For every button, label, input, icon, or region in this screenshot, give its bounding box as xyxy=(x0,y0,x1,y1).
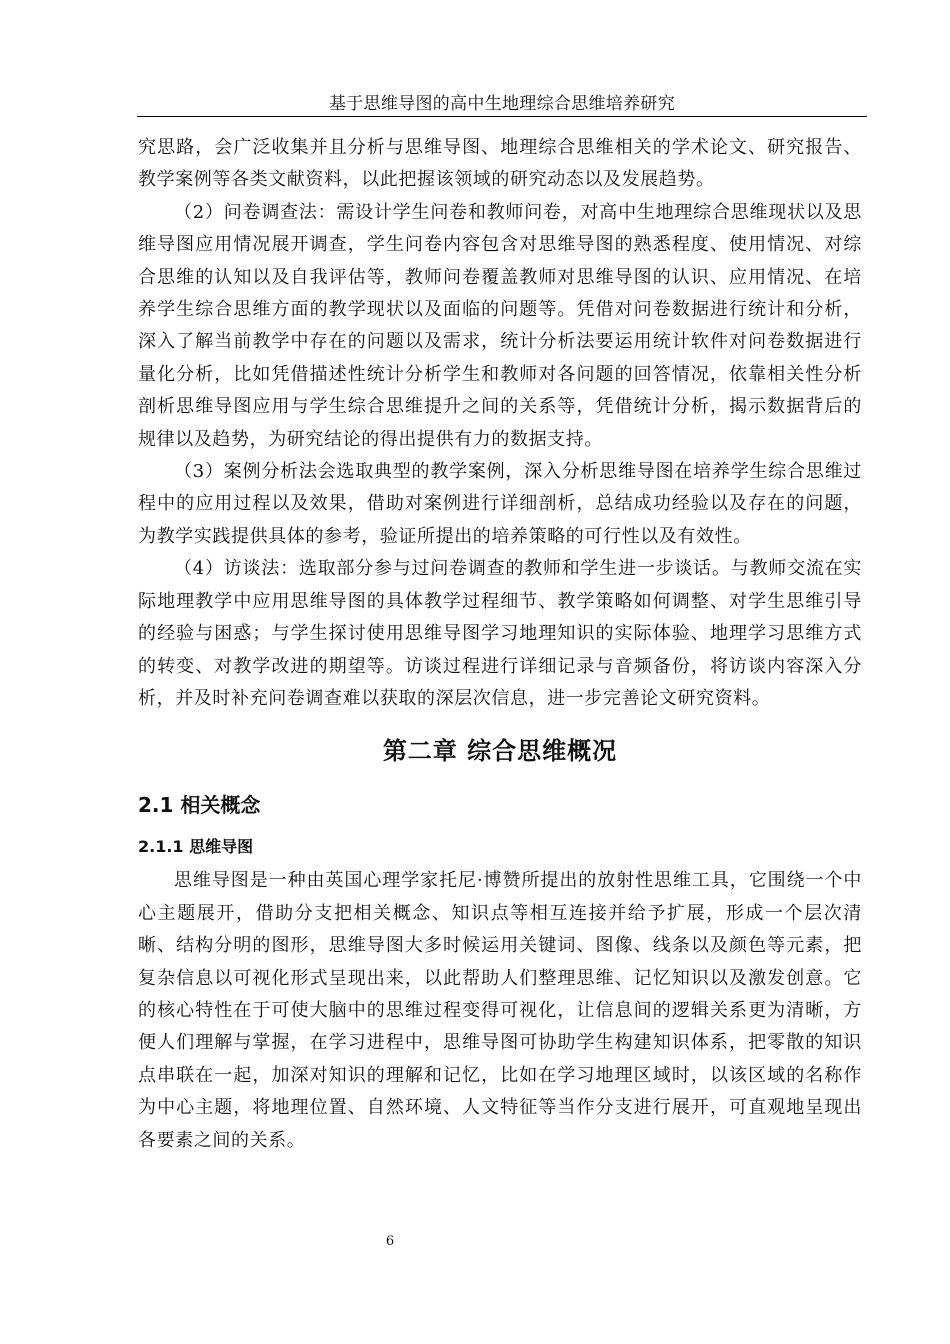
subsection-title: 2.1.1 思维导图 xyxy=(138,837,254,857)
page-number: 6 xyxy=(385,1234,395,1249)
page-body xyxy=(138,132,862,1157)
paragraph-interview-method: （4）访谈法：选取部分参与过问卷调查的教师和学生进一步谈话。与教师交流在实际地理教学中应用思维导图的具体教学过程细节、教学策略如何调整、对学生思维引导的经验与困惑；与学生探讨使用思维导图学习地理知识的实际体验、地理学习思维方式的转变、对教学改进的期望等。访谈过程进行详细记录与音频备份，将访谈内容深入分析，并及时补充问卷调查难以获取的深层次信息，进一步完善论文研究资料。 xyxy=(138,558,862,709)
header-rule xyxy=(137,116,867,117)
paragraph-research-approach-continued: 究思路，会广泛收集并且分析与思维导图、地理综合思维相关的学术论文、研究报告、教学案例等各类文献资料，以此把握该领域的研究动态以及发展趋势。 xyxy=(138,137,862,191)
section-title: 2.1 相关概念 xyxy=(138,793,261,818)
running-header: 基于思维导图的高中生地理综合思维培养研究 xyxy=(329,94,675,114)
paragraph-mind-map-definition: 思维导图是一种由英国心理学家托尼·博赞所提出的放射性思维工具，它围绕一个中心主题展开，借助分支把相关概念、知识点等相互连接并给予扩展，形成一个层次清晰、结构分明的图形，思维导图大多时候运用关键词、图像、线条以及颜色等元素，把复杂信息以可视化形式呈现出来，以此帮助人们整理思维、记忆知识以及激发创意。它的核心特性在于可使大脑中的思维过程变得可视化，让信息间的逻辑关系更为清晰，方便人们理解与掌握，在学习进程中，思维导图可协助学生构建知识体系，把零散的知识点串联在一起，加深对知识的理解和记忆，比如在学习地理区域时，以该区域的名称作为中心主题，将地理位置、自然环境、人文特征等当作分支进行展开，可直观地呈现出各要素之间的关系。 xyxy=(138,870,862,1151)
paragraph-questionnaire-method: （2）问卷调查法：需设计学生问卷和教师问卷，对高中生地理综合思维现状以及思维导图应用情况展开调查，学生问卷内容包含对思维导图的熟悉程度、使用情况、对综合思维的认知以及自我评估等，教师问卷覆盖教师对思维导图的认识、应用情况、在培养学生综合思维方面的教学现状以及面临的问题等。凭借对问卷数据进行统计和分析，深入了解当前教学中存在的问题以及需求，统计分析法要运用统计软件对问卷数据进行量化分析，比如凭借描述性统计分析学生和教师对各问题的回答情况，依靠相关性分析剖析思维导图应用与学生综合思维提升之间的关系等，凭借统计分析，揭示数据背后的规律以及趋势，为研究结论的得出提供有力的数据支持。 xyxy=(138,201,862,450)
chapter-title: 第二章 综合思维概况 xyxy=(382,737,618,766)
paragraph-case-analysis-method: （3）案例分析法会选取典型的教学案例，深入分析思维导图在培养学生综合思维过程中的应用过程以及效果，借助对案例进行详细剖析，总结成功经验以及存在的问题，为教学实践提供具体的参考，验证所提出的培养策略的可行性以及有效性。 xyxy=(138,461,862,547)
